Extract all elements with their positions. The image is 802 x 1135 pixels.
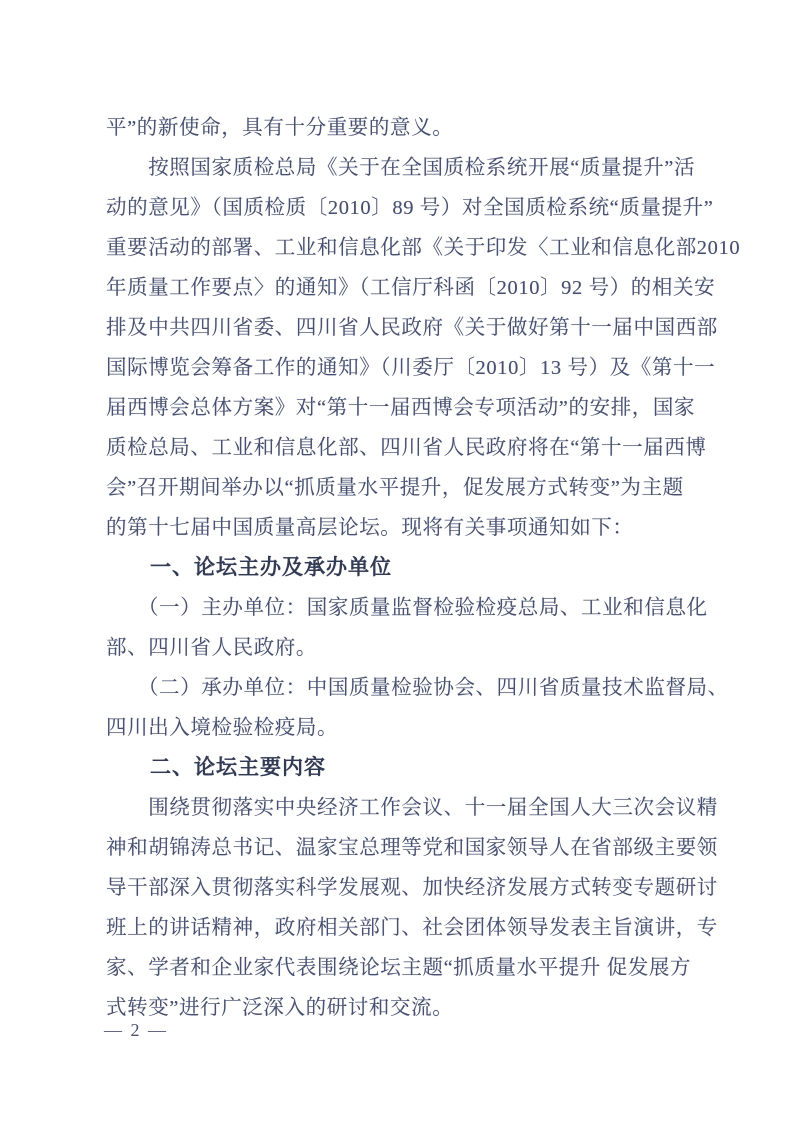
text-line: 国际博览会筹备工作的通知》（川委厅〔2010〕13 号）及《第十一 [106, 357, 716, 379]
text-line: 按照国家质检总局《关于在全国质检系统开展“质量提升”活 [106, 157, 696, 179]
text-line: 排及中共四川省委、四川省人民政府《关于做好第十一届中国西部 [106, 317, 718, 339]
text-line: 神和胡锦涛总书记、温家宝总理等党和国家领导人在省部级主要领 [106, 837, 718, 859]
text-line: 质检总局、工业和信息化部、四川省人民政府将在“第十一届西博 [106, 437, 707, 459]
text-line: 重要活动的部署、工业和信息化部《关于印发〈工业和信息化部2010 [106, 237, 741, 259]
text-line: （一）主办单位：国家质量监督检验检疫总局、工业和信息化 [106, 597, 708, 619]
page-number: — 2 — [104, 1020, 168, 1040]
text-line: 的第十七届中国质量高层论坛。现将有关事项通知如下： [106, 517, 634, 539]
text-line: 届西博会总体方案》对“第十一届西博会专项活动”的安排，国家 [106, 397, 696, 419]
text-line: 动的意见》（国质检质〔2010〕89 号）对全国质检系统“质量提升” [106, 197, 714, 219]
text-line: 平”的新使命，具有十分重要的意义。 [106, 117, 454, 139]
text-line: 部、四川省人民政府。 [106, 637, 317, 659]
text-line: 家、学者和企业家代表围绕论坛主题“抓质量水平提升 促发展方 [106, 957, 692, 979]
text-line: 四川出入境检验检疫局。 [106, 717, 339, 739]
section-heading-1: 一、论坛主办及承办单位 [106, 556, 392, 579]
text-line: 年质量工作要点〉的通知》（工信厅科函〔2010〕92 号）的相关安 [106, 277, 716, 299]
section-heading-2: 二、论坛主要内容 [106, 756, 326, 779]
text-line: （二）承办单位：中国质量检验协会、四川省质量技术监督局、 [106, 677, 729, 699]
text-line: 会”召开期间举办以“抓质量水平提升，促发展方式转变”为主题 [106, 477, 684, 499]
text-line: 班上的讲话精神，政府相关部门、社会团体领导发表主旨演讲，专 [106, 917, 718, 939]
text-line: 式转变”进行广泛深入的研讨和交流。 [106, 997, 454, 1019]
text-line: 导干部深入贯彻落实科学发展观、加快经济发展方式转变专题研讨 [106, 877, 718, 899]
text-line: 围绕贯彻落实中央经济工作会议、十一届全国人大三次会议精 [106, 797, 718, 819]
document-body [106, 108, 741, 1028]
